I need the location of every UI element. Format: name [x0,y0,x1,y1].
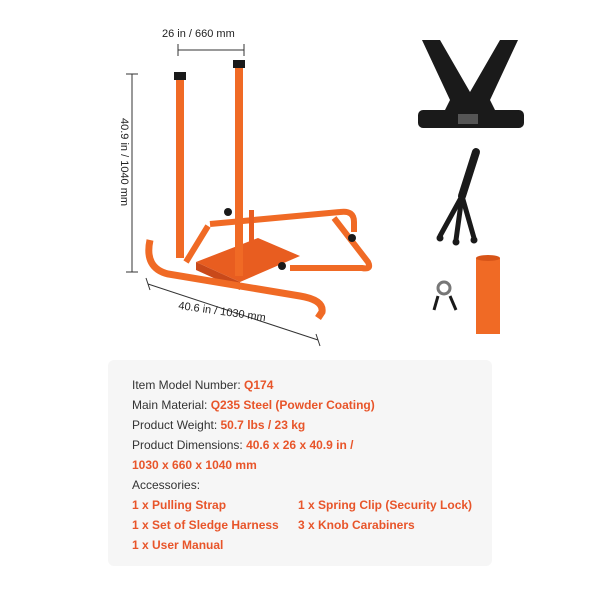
accessory-item: 1 x Spring Clip (Security Lock) [298,498,473,512]
weight-label: Product Weight: [132,418,218,432]
accessories-row [132,478,200,492]
harness-icon [418,40,524,128]
material-row [132,398,375,412]
accessory-item: 1 x Set of Sledge Harness [132,518,279,532]
model-value: Q174 [244,378,274,392]
dimensions-value-2: 1030 x 660 x 1040 mm [132,458,257,472]
height-dimension-label: 40.9 in / 1040 mm [118,118,130,207]
length-dimension-label: 40.6 in / 1030 mm [177,299,267,325]
model-row [132,378,273,392]
material-value: Q235 Steel (Powder Coating) [210,398,375,412]
dimensions-row [132,438,353,452]
dimensions-label: Product Dimensions: [132,438,243,452]
accessory-item: 1 x Pulling Strap [132,498,227,512]
sled-icon [149,60,369,318]
width-dimension-label: 26 in / 660 mm [162,28,235,40]
accessory-item: 1 x User Manual [132,538,224,552]
spring-clip-icon [434,282,456,310]
width-dimension-line [178,44,244,56]
pulling-strap-icon [437,152,477,245]
specifications-panel [108,360,492,566]
weight-row [132,418,305,432]
tube-icon [476,255,500,334]
dimensions-row-2 [132,458,257,472]
accessories-label: Accessories: [132,478,201,492]
material-label: Main Material: [132,398,208,412]
weight-value: 50.7 lbs / 23 kg [220,418,306,432]
dimensions-value-1: 40.6 x 26 x 40.9 in / [246,438,354,452]
accessory-item: 3 x Knob Carabiners [298,518,415,532]
model-label: Item Model Number: [132,378,241,392]
